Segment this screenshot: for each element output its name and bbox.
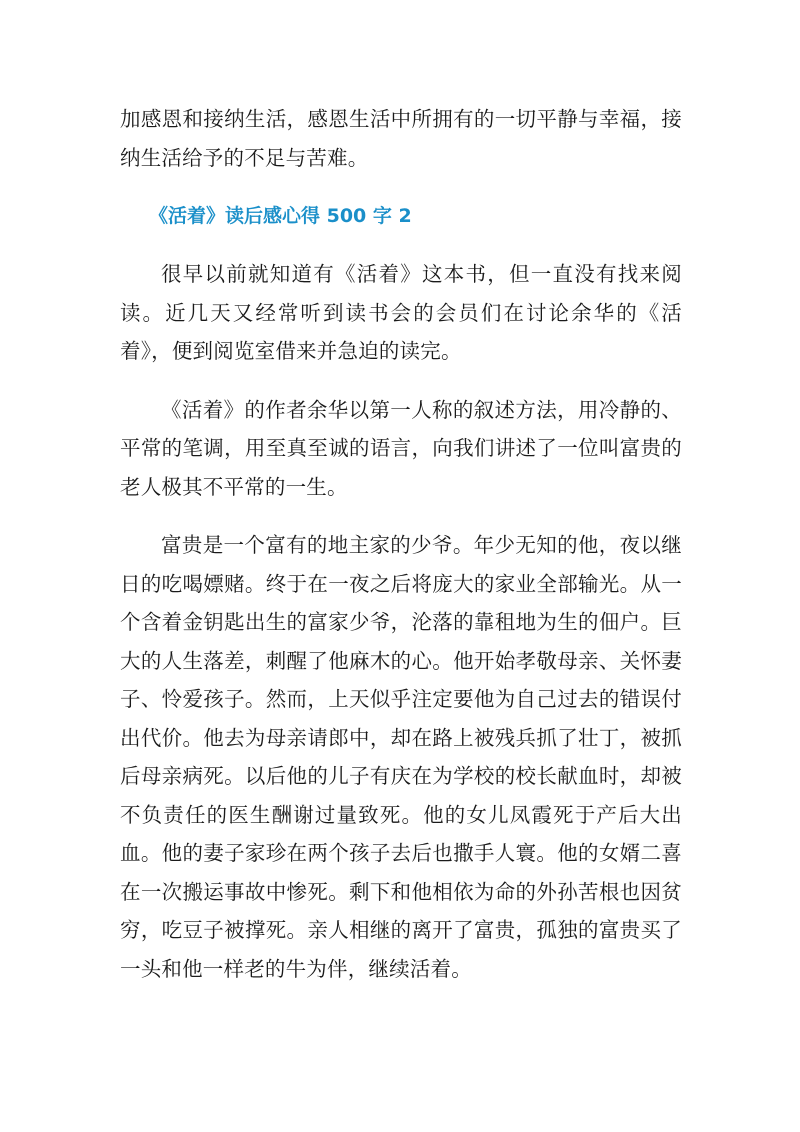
document-page xyxy=(120,100,682,988)
body-paragraph-2: 《活着》的作者余华以第一人称的叙述方法，用冷静的、平常的笔调，用至真至诚的语言，向我们讲述了一位叫富贵的老人极其不平常的一生。 xyxy=(120,397,682,499)
spacer xyxy=(120,506,682,526)
body-paragraph-1: 很早以前就知道有《活着》这本书，但一直没有找来阅读。近几天又经常听到读书会的会员们在讨论余华的《活着》，便到阅览室借来并急迫的读完。 xyxy=(120,262,682,363)
spacer xyxy=(120,177,682,197)
spacer xyxy=(120,235,682,255)
intro-paragraph: 加感恩和接纳生活，感恩生活中所拥有的一切平静与幸福，接纳生活给予的不足与苦难。 xyxy=(120,107,682,170)
section-heading: 《活着》读后感心得 500 字 2 xyxy=(149,205,412,227)
spacer xyxy=(120,371,682,391)
body-paragraph-3: 富贵是一个富有的地主家的少爷。年少无知的他，夜以继日的吃喝嫖赌。终于在一夜之后将庞大的家业全部输光。从一个含着金钥匙出生的富家少爷，沦落的靠租地为生的佃户。巨大的人生落差，刺醒了他麻木的心。他开始孝敬母亲、关怀妻子、怜爱孩子。然而，上天似乎注定要他为自己过去的错误付出代价。他去为母亲请郎中，却在路上被残兵抓了壮丁，被抓后母亲病死。以后他的儿子有庆在为学校的校长献血时，却被不负责任的医生酬谢过量致死。他的女儿凤霞死于产后大出血。他的妻子家珍在两个孩子去后也撒手人寰。他的女婿二喜在一次搬运事故中惨死。剩下和他相依为命的外孙苦根也因贫穷，吃豆子被撑死。亲人相继的离开了富贵，孤独的富贵买了一头和他一样老的牛为伴，继续活着。 xyxy=(120,533,682,981)
